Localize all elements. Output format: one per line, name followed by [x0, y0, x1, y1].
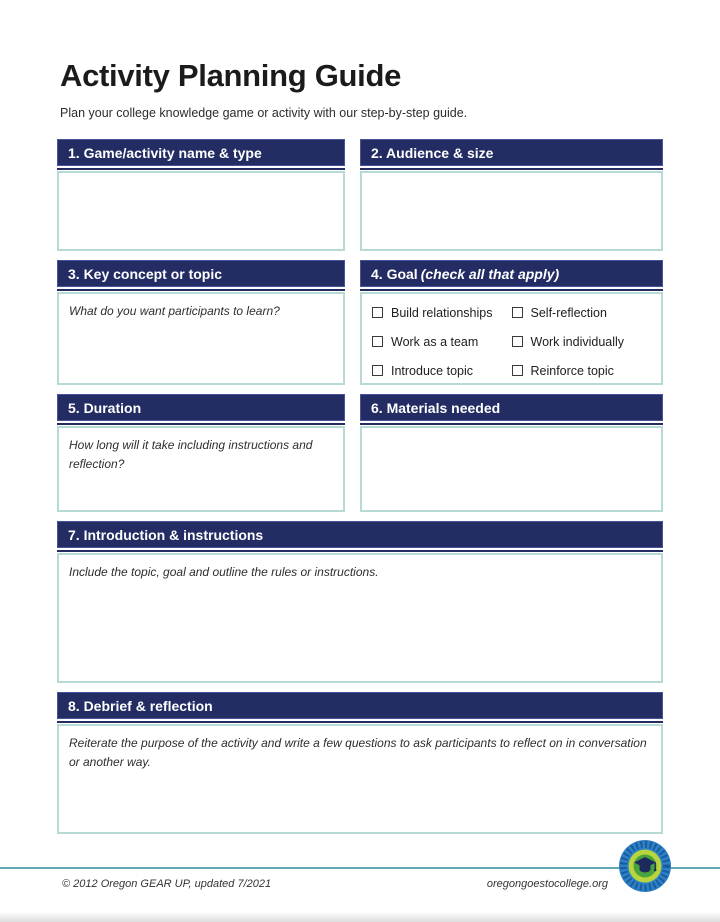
- section-concept-hint: What do you want participants to learn?: [69, 304, 280, 318]
- section-materials-body: [360, 426, 663, 512]
- page-subtitle: Plan your college knowledge game or activity with our step-by-step guide.: [60, 106, 468, 120]
- section-debrief-body: [57, 724, 663, 834]
- header-underline: [360, 168, 663, 170]
- section-concept: [57, 260, 345, 385]
- section-goal-body: [360, 292, 663, 385]
- header-underline: [57, 168, 345, 170]
- goal-option-label: Introduce topic: [391, 364, 473, 378]
- section-duration-hint: How long will it take including instructions and reflection?: [69, 438, 313, 471]
- goal-option-label: Work individually: [530, 335, 625, 349]
- section-debrief: [57, 692, 663, 834]
- section-audience-title: 2. Audience & size: [371, 145, 494, 161]
- checkbox[interactable]: [512, 307, 523, 318]
- section-introduction-hint: Include the topic, goal and outline the rules or instructions.: [69, 565, 379, 579]
- checkbox[interactable]: [372, 365, 383, 376]
- footer-copyright: © 2012 Oregon GEAR UP, updated 7/2021: [62, 878, 272, 890]
- section-audience-body: [360, 171, 663, 251]
- section-concept-body: [57, 292, 345, 385]
- section-game-name-body: [57, 171, 345, 251]
- goal-option-build-relationships: [372, 306, 512, 320]
- goal-option-introduce-topic: [372, 364, 512, 378]
- section-materials-header: [360, 394, 663, 421]
- section-introduction-body: [57, 553, 663, 683]
- section-duration-title: 5. Duration: [68, 400, 142, 416]
- header-underline: [57, 721, 663, 723]
- goal-option-self-reflection: [512, 306, 652, 320]
- footer-divider-line: [0, 867, 720, 869]
- section-introduction-title: 7. Introduction & instructions: [68, 527, 264, 543]
- oregon-goes-to-college-logo: [619, 840, 671, 892]
- page-title: Activity Planning Guide: [60, 58, 402, 93]
- goal-option-label: Work as a team: [391, 335, 479, 349]
- section-game-name-title: 1. Game/activity name & type: [68, 145, 262, 161]
- header-underline: [57, 289, 345, 291]
- section-duration: [57, 394, 345, 512]
- goal-option-reinforce-topic: [512, 364, 652, 378]
- section-concept-title: 3. Key concept or topic: [68, 266, 223, 282]
- section-audience-header: [360, 139, 663, 166]
- goal-option-label: Reinforce topic: [530, 364, 614, 378]
- section-introduction-header: [57, 521, 663, 548]
- header-underline: [57, 550, 663, 552]
- section-introduction: [57, 521, 663, 683]
- goal-options: [372, 302, 651, 378]
- checkbox[interactable]: [512, 336, 523, 347]
- checkbox[interactable]: [512, 365, 523, 376]
- section-debrief-title: 8. Debrief & reflection: [68, 698, 213, 714]
- section-debrief-header: [57, 692, 663, 719]
- planning-form: [57, 139, 663, 843]
- section-materials-title: 6. Materials needed: [371, 400, 501, 416]
- checkbox[interactable]: [372, 307, 383, 318]
- section-concept-header: [57, 260, 345, 287]
- section-goal-title: 4. Goal: [371, 266, 418, 282]
- goal-option-label: Self-reflection: [530, 306, 607, 320]
- checkbox[interactable]: [372, 336, 383, 347]
- section-duration-body: [57, 426, 345, 512]
- goal-option-label: Build relationships: [391, 306, 493, 320]
- header-underline: [360, 289, 663, 291]
- section-duration-header: [57, 394, 345, 421]
- section-debrief-hint: Reiterate the purpose of the activity and write a few questions to ask participants to reflect on in conversation or another way.: [69, 736, 647, 769]
- section-goal-header: [360, 260, 663, 287]
- goal-option-work-as-team: [372, 335, 512, 349]
- section-goal: [360, 260, 663, 385]
- header-underline: [57, 423, 345, 425]
- section-game-name-header: [57, 139, 345, 166]
- section-game-name: [57, 139, 345, 251]
- footer-website-link[interactable]: oregongoestocollege.org: [486, 878, 608, 890]
- section-goal-title-note: (check all that apply): [420, 266, 560, 282]
- goal-option-work-individually: [512, 335, 652, 349]
- header-underline: [360, 423, 663, 425]
- section-audience: [360, 139, 663, 251]
- section-materials: [360, 394, 663, 512]
